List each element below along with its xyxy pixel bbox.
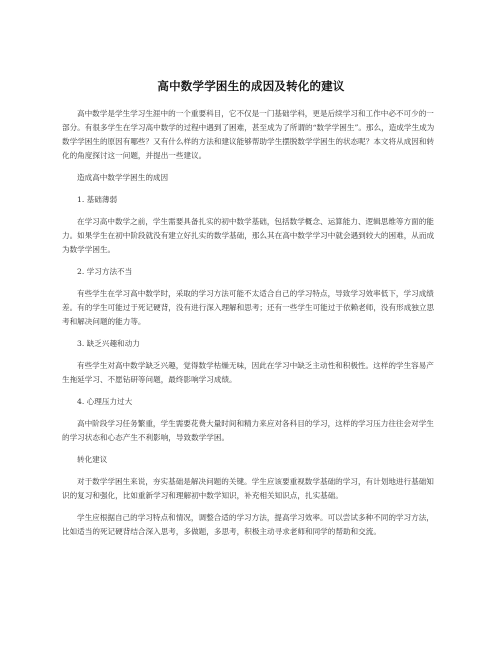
cause2-heading: 2. 学习方法不当 [77, 267, 133, 276]
advice2-paragraph: 学生应根据自己的学习特点和情况，调整合适的学习方法，提高学习效率。可以尝试多种不同的学习方法，比如适当的死记硬背结合深入思考，多做题，多思考，积极主动寻求老师和同学的帮助和交流。 [62, 513, 434, 536]
cause3-heading: 3. 缺乏兴趣和动力 [77, 339, 140, 348]
cause4-paragraph: 高中阶段学习任务繁重，学生需要花费大量时间和精力来应对各科目的学习，这样的学习压力往往会对学生的学习状态和心态产生不利影响，导致数学学困。 [62, 419, 434, 442]
intro-paragraph: 高中数学是学生学习生涯中的一个重要科目，它不仅是一门基础学科，更是后续学习和工作中必不可少的一部分。有很多学生在学习高中数学的过程中遇到了困难，甚至成为了所谓的“数学学困生”。那么，造成学生成为数学学困生的原因有哪些？又有什么样的方法和建议能够帮助学生摆脱数学学困生的状态呢？本文将从成因和转化的角度探讨这一问题，并提出一些建议。 [62, 109, 435, 160]
cause1-heading: 1. 基础薄弱 [77, 195, 118, 204]
advice-heading: 转化建议 [77, 455, 108, 464]
advice1-paragraph: 对于数学学困生来说，夯实基础是解决问题的关键。学生应该要重视数学基础的学习，有计划地进行基础知识的复习和强化，比如重新学习和理解初中数学知识，补充相关知识点，扎实基础。 [62, 477, 434, 500]
cause2-paragraph: 有些学生在学习高中数学时，采取的学习方法可能不太适合自己的学习特点，导致学习效率低下，学习成绩差。有的学生可能过于死记硬背，没有进行深入理解和思考；还有一些学生可能过于依赖老师，没有形成独立思考和解决问题的能力等。 [62, 289, 435, 326]
document-page [62, 78, 440, 547]
cause1-paragraph: 在学习高中数学之前，学生需要具备扎实的初中数学基础，包括数学概念、运算能力、逻辑思维等方面的能力。如果学生在初中阶段就没有建立好扎实的数学基础，那么其在高中数学学习中就会遇到较大的困难，从而成为数学学困生。 [62, 217, 435, 254]
cause3-paragraph: 有些学生对高中数学缺乏兴趣，觉得数学枯燥无味，因此在学习中缺乏主动性和积极性。这样的学生容易产生拖延学习、不愿钻研等问题，最终影响学习成绩。 [62, 361, 434, 384]
document-title: 高中数学学困生的成因及转化的建议 [157, 79, 345, 93]
causes-heading: 造成高中数学学困生的成因 [77, 173, 169, 182]
cause4-heading: 4. 心理压力过大 [77, 397, 133, 406]
